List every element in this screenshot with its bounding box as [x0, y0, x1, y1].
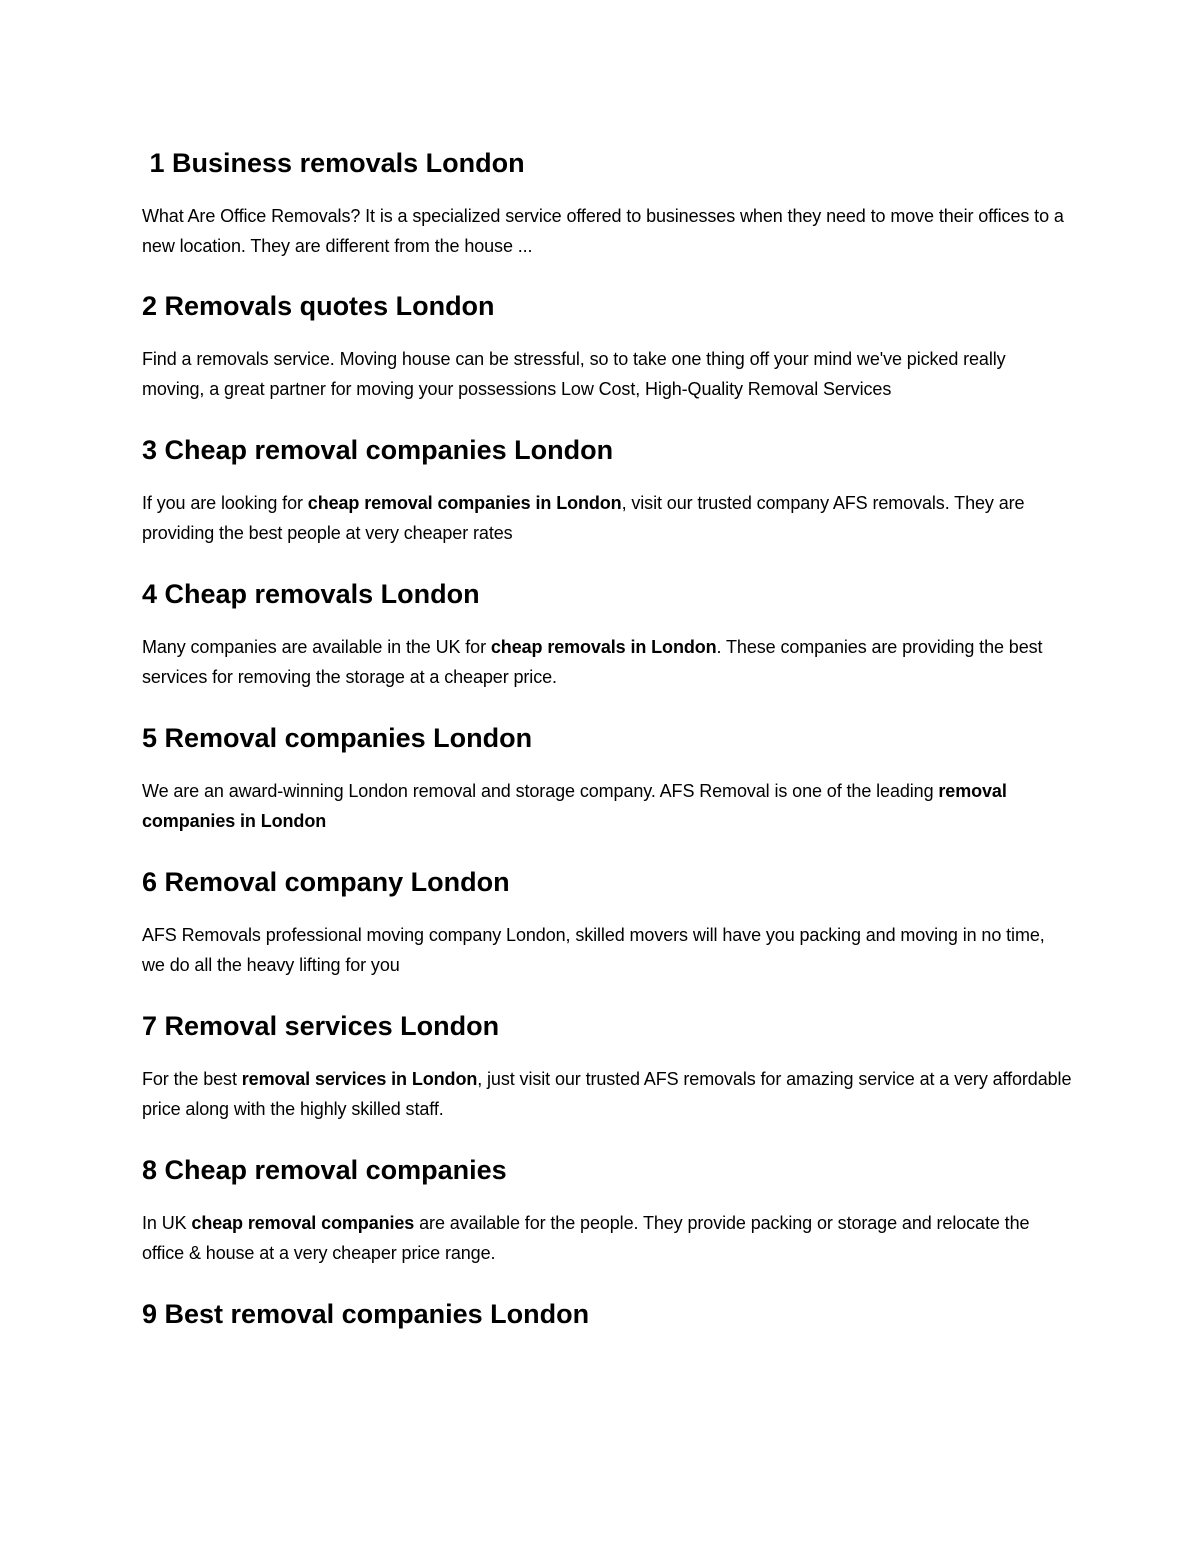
section-heading: 9 Best removal companies London [142, 1299, 590, 1329]
section-body [142, 776, 1072, 836]
section-6 [142, 866, 1072, 980]
section-4 [142, 578, 1072, 692]
body-text-run: What Are Office Removals? It is a specialized service offered to businesses when they need to move their offices to a new location. They are different from the house ... [142, 206, 1064, 256]
body-text-run: If you are looking for [142, 493, 308, 513]
section-7 [142, 1010, 1072, 1124]
body-text-run: Many companies are available in the UK for [142, 637, 491, 657]
section-8 [142, 1154, 1072, 1268]
body-text-run: Find a removals service. Moving house can be stressful, so to take one thing off your mind we've picked really moving, a great partner for moving your possessions Low Cost, High-Quality Removal Services [142, 349, 1006, 399]
section-heading: 6 Removal company London [142, 867, 510, 897]
section-body [142, 920, 1072, 980]
body-text-bold-run: removal services in London [241, 1069, 478, 1089]
body-text-run: , just visit our trusted AFS removals for amazing service at a very affordable price along with the highly skilled staff. [142, 1069, 1072, 1119]
section-2 [142, 290, 1072, 404]
section-heading: 1 Business removals London [142, 148, 525, 178]
body-text-run: are available for the people. They provide packing or storage and relocate the office & house at a very cheaper price range. [142, 1213, 1030, 1263]
body-text-bold-run: removal companies in London [142, 781, 1007, 831]
section-1 [142, 147, 1072, 261]
section-body [142, 488, 1072, 548]
body-text-run: . These companies are providing the best services for removing the storage at a cheaper price. [142, 637, 1043, 687]
section-heading: 2 Removals quotes London [142, 291, 495, 321]
body-text-run: We are an award-winning London removal and storage company. AFS Removal is one of the leading [142, 781, 939, 801]
section-heading: 5 Removal companies London [142, 723, 533, 753]
section-body [142, 1064, 1072, 1124]
section-9 [142, 1298, 1072, 1330]
section-heading: 8 Cheap removal companies [142, 1155, 507, 1185]
body-text-bold-run: cheap removal companies in London [307, 493, 622, 513]
body-text-bold-run: cheap removal companies [191, 1213, 415, 1233]
body-text-run: In UK [142, 1213, 192, 1233]
section-3 [142, 434, 1072, 548]
section-body [142, 344, 1072, 404]
section-5 [142, 722, 1072, 836]
body-text-bold-run: cheap removals in London [490, 637, 717, 657]
section-heading: 3 Cheap removal companies London [142, 435, 614, 465]
section-body [142, 201, 1072, 261]
body-text-run: AFS Removals professional moving company London, skilled movers will have you packing and moving in no time, we do all the heavy lifting for you [142, 925, 1045, 975]
body-text-run: For the best [142, 1069, 242, 1089]
section-body [142, 632, 1072, 692]
section-heading: 4 Cheap removals London [142, 579, 480, 609]
section-body [142, 1208, 1072, 1268]
section-heading: 7 Removal services London [142, 1011, 500, 1041]
body-text-run: , visit our trusted company AFS removals. They are providing the best people at very cheaper rates [142, 493, 1025, 543]
